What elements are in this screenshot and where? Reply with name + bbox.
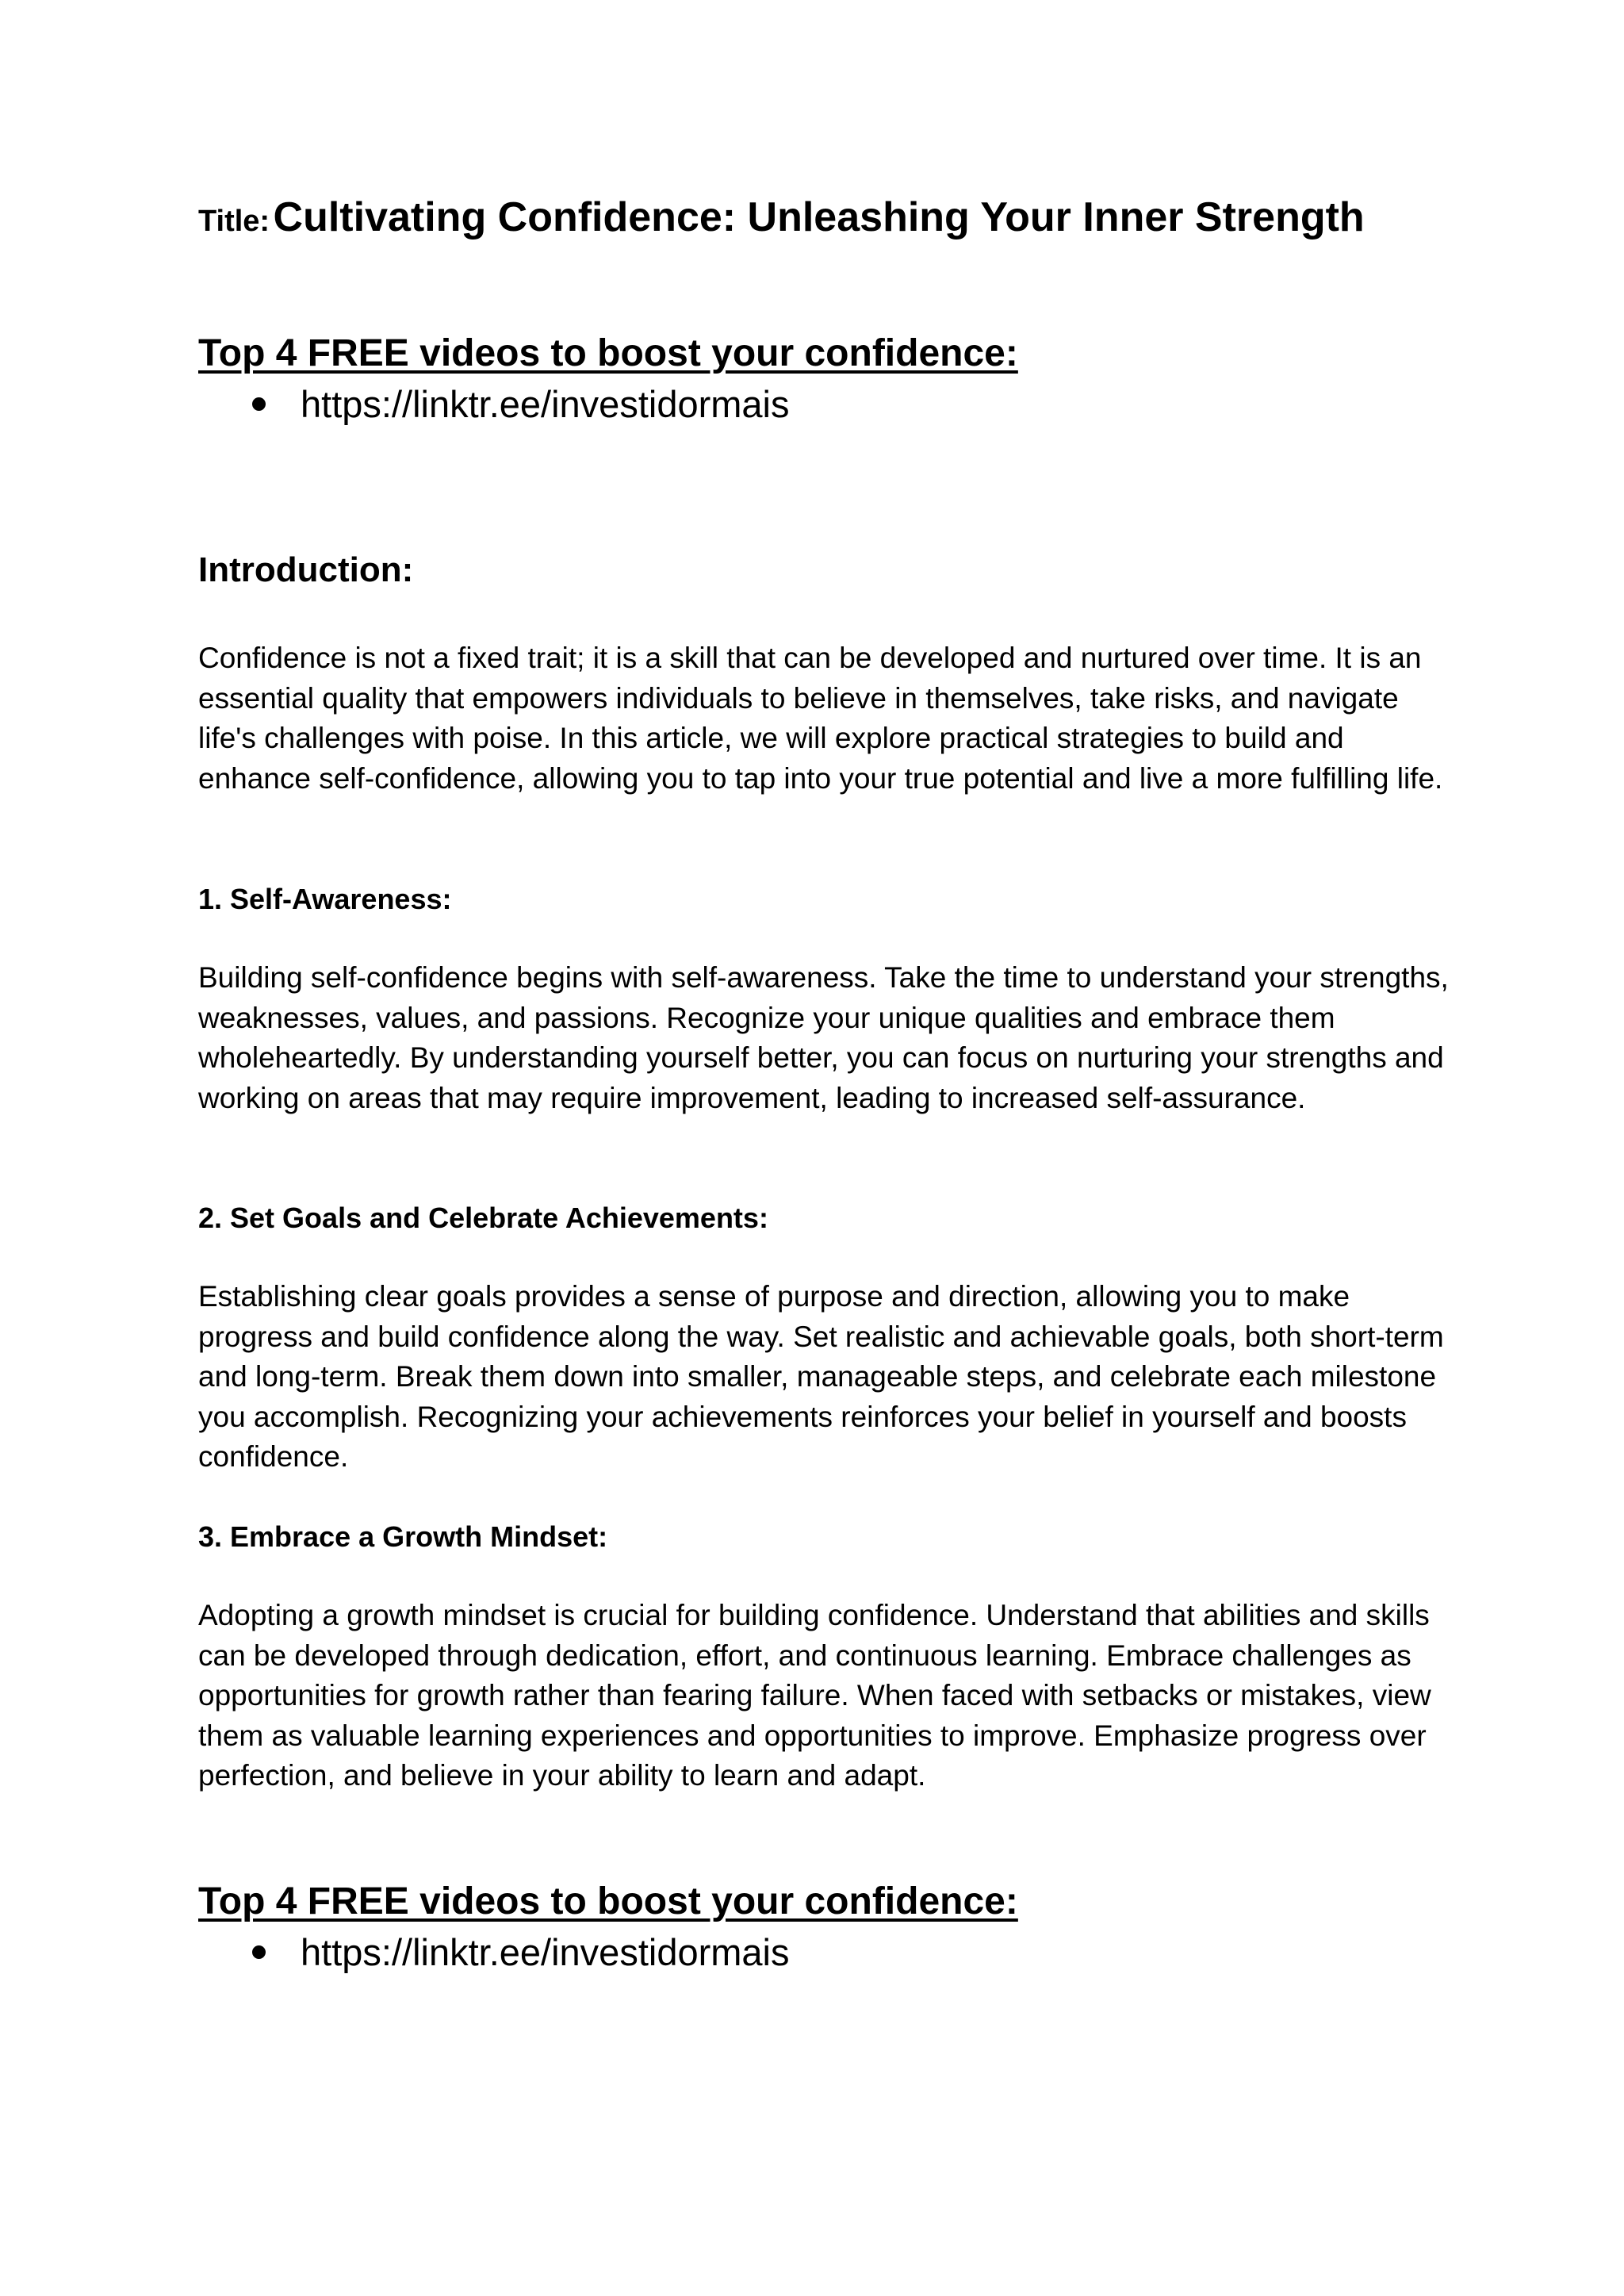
bullet-icon [252,1945,266,1959]
promo-heading-top: Top 4 FREE videos to boost your confidence: [198,332,1018,374]
section-heading-growth-mindset: 3. Embrace a Growth Mindset: [198,1520,608,1553]
document-title [198,194,1365,241]
title-text: Cultivating Confidence: Unleashing Your Inner Strength [273,194,1365,240]
promo-list-item [246,382,790,426]
bullet-icon [252,397,266,411]
promo-list-item [246,1930,790,1974]
promo-list-top [246,382,790,426]
section-heading-self-awareness: 1. Self-Awareness: [198,883,452,915]
intro-heading: Introduction: [198,550,414,589]
intro-paragraph: Confidence is not a fixed trait; it is a skill that can be developed and nurtured over time. It is an essential quality that empowers individuals to believe in themselves, take risks, and navigate life's challenges with poise. In this article, we will explore practical strategies to build and enhance self-confidence, allowing you to tap into your true potential and live a more fulfilling life. [198,642,1443,795]
promo-link-top[interactable]: https://linktr.ee/investidormais [301,383,790,425]
section-paragraph-self-awareness: Building self-confidence begins with self-awareness. Take the time to understand your strengths, weaknesses, values, and passions. Recognize your unique qualities and embrace them wholeheartedly. By understanding yourself better, you can focus on nurturing your strengths and working on areas that may require improvement, leading to increased self-assurance. [198,961,1449,1114]
section-heading-goals: 2. Set Goals and Celebrate Achievements: [198,1202,768,1234]
promo-link-bottom[interactable]: https://linktr.ee/investidormais [301,1931,790,1973]
section-paragraph-goals: Establishing clear goals provides a sense of purpose and direction, allowing you to make progress and build confidence along the way. Set realistic and achievable goals, both short-term and long-term. Break them down into smaller, manageable steps, and celebrate each milestone you accomplish. Recognizing your achievements reinforces your belief in yourself and boosts confidence. [198,1280,1444,1473]
promo-list-bottom [246,1930,790,1974]
promo-heading-bottom: Top 4 FREE videos to boost your confidence: [198,1880,1018,1922]
title-prefix: Title: [198,205,270,238]
section-paragraph-growth-mindset: Adopting a growth mindset is crucial for building confidence. Understand that abilities and skills can be developed through dedication, effort, and continuous learning. Embrace challenges as opportunities for growth rather than fearing failure. When faced with setbacks or mistakes, view them as valuable learning experiences and opportunities to improve. Emphasize progress over perfection, and believe in your ability to learn and adapt. [198,1599,1431,1792]
